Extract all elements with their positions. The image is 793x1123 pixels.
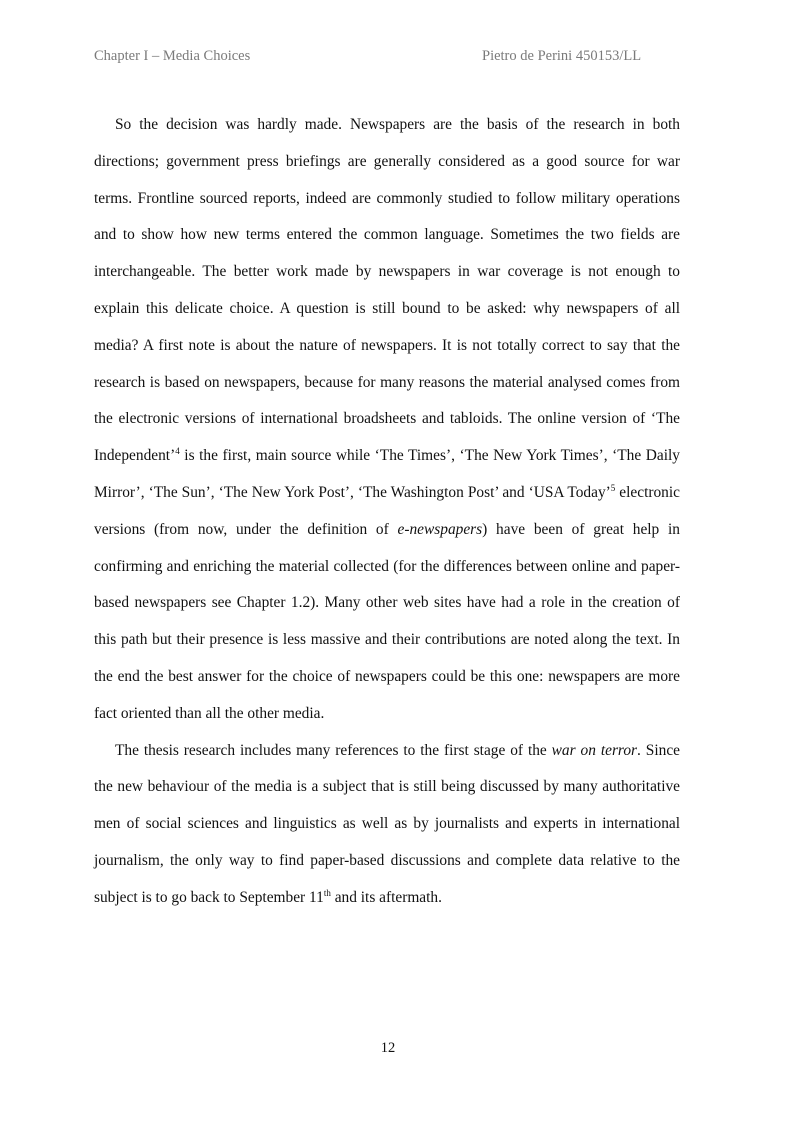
term-e-newspapers: e-newspapers xyxy=(397,520,483,538)
paragraph-1-text-a: So the decision was hardly made. Newspapers are the basis of the research in both directions; government press briefings are generally considered as a good source for war terms. Frontline sourced reports, indeed are commonly studied to follow military operations and to show how new terms entered the common language. Sometimes the two fields are interchangeable. The better work made by newspapers in war coverage is not enough to explain this delicate choice. A question is still bound to be asked: why newspapers of all media? A first note is about the nature of newspapers. It is not totally correct to say that the research is based on newspapers, because for many reasons the material analysed comes from the electronic versions of international broadsheets and tabloids. The online version of ‘The Independent’ xyxy=(94,116,680,465)
paragraph-2 xyxy=(94,733,680,917)
paragraph-1-text-c: electronic versions (from now, under the definition of xyxy=(94,483,680,538)
footnote-ref-5: 5 xyxy=(610,482,616,493)
footnote-ref-4: 4 xyxy=(175,446,180,457)
paragraph-1-text-d: ) have been of great help in confirming and enriching the material collected (for the differences between online and paper-based newspapers see Chapter 1.2). Many other web sites have had a role in the creation of this path but their presence is less massive and their contributions are noted along the text. In the end the best answer for the choice of newspapers could be this one: newspapers are more fact oriented than all the other media. xyxy=(94,520,680,722)
paragraph-2-text-b: . Since the new behaviour of the media is a subject that is still being discussed by many authoritative men of social sciences and linguistics as well as by journalists and experts in international journalism, the only way to find paper-based discussions and complete data relative to the subject is to go back to September 11 xyxy=(94,741,680,906)
paragraph-1-text-b: is the first, main source while ‘The Times’, ‘The New York Times’, ‘The Daily Mirror’, ‘The Sun’, ‘The New York Post’, ‘The Washington Post’ and ‘USA Today’ xyxy=(94,447,680,501)
term-war-on-terror: war on terror xyxy=(551,741,638,759)
ordinal-suffix: th xyxy=(323,887,331,898)
running-head-author: Pietro de Perini 450153/LL xyxy=(482,48,642,64)
paragraph-2-text-a: The thesis research includes many references to the first stage of the xyxy=(115,741,552,759)
paragraph-2-text-c: and its aftermath. xyxy=(330,888,442,906)
paragraph-1 xyxy=(94,107,680,733)
body-text xyxy=(94,107,680,917)
running-head-chapter: Chapter I – Media Choices xyxy=(94,48,251,64)
page-number: 12 xyxy=(380,1040,396,1056)
